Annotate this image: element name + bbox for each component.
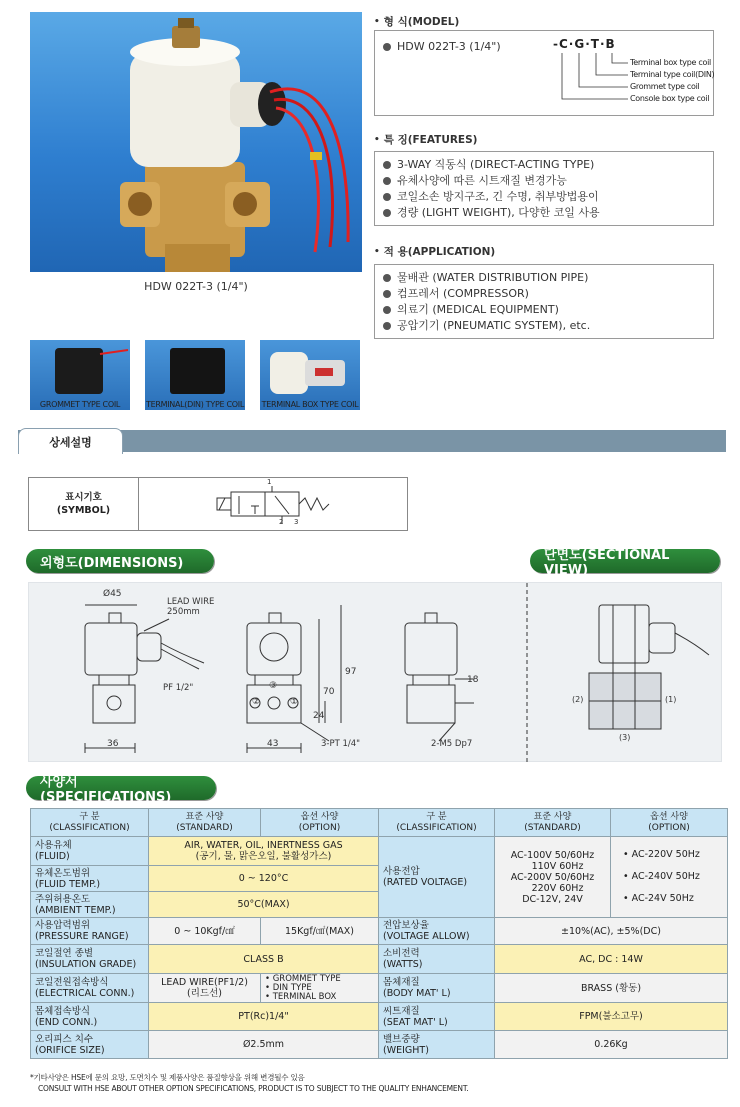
application-item: 물배관 (WATER DISTRIBUTION PIPE): [383, 270, 705, 286]
thumb-label: TERMINAL(DIN) TYPE COIL: [146, 400, 244, 409]
symbol-label: 표시기호 (SYMBOL): [29, 478, 139, 530]
spec-label: 사용유체 (FLUID): [31, 837, 149, 866]
spec-label: 사용압력범위 (PRESSURE RANGE): [31, 918, 149, 945]
header-cell: 표준 사양 (STANDARD): [149, 809, 261, 837]
application-heading: • 적 용(APPLICATION): [374, 246, 496, 258]
dim-label: 43: [267, 739, 279, 749]
dim-label: 2-M5 Dp7: [431, 739, 473, 749]
spec-value: 0 ~ 10Kgf/㎠: [149, 918, 261, 945]
features-box: [374, 151, 714, 226]
dim-label: 18: [467, 675, 479, 685]
features-heading: • 특 징(FEATURES): [374, 134, 478, 146]
dim-label: Ø45: [103, 589, 122, 599]
spec-value: • AC-220V 50Hz • AC-240V 50Hz • AC-24V 50Hz: [611, 837, 728, 918]
bullet-icon: [383, 290, 391, 298]
drawings-panel: [28, 582, 722, 762]
spec-value: LEAD WIRE(PF1/2) (리드선): [149, 974, 261, 1003]
specs-heading: 사양서(SPECIFICATIONS): [26, 776, 216, 800]
model-option: Terminal type coil(DIN): [630, 70, 715, 79]
table-row: [31, 945, 728, 974]
port-marker: ③: [269, 681, 278, 691]
detail-tab[interactable]: 상세설명: [18, 428, 123, 454]
dim-label: 250mm: [167, 607, 200, 617]
spec-value: PT(Rc)1/4": [149, 1003, 379, 1031]
spec-value: 15Kgf/㎠(MAX): [261, 918, 379, 945]
footnote-en: CONSULT WITH HSE ABOUT OTHER OPTION SPECIFICATIONS, PRODUCT IS TO SUBJECT TO THE QUALITY ENHANCEMENT.: [38, 1084, 469, 1093]
spec-label: 코일절연 종별 (INSULATION GRADE): [31, 945, 149, 974]
spec-label: 씨트재질 (SEAT MAT' L): [379, 1003, 495, 1031]
product-photo: [30, 12, 362, 272]
bullet-icon: [383, 177, 391, 185]
feature-item: 유체사양에 따른 시트재질 변경가능: [383, 173, 705, 189]
model-option: Terminal box type coil: [630, 58, 711, 67]
heading-bullet-icon: •: [374, 16, 380, 27]
port-marker: (2): [572, 695, 584, 704]
thumb-label: TERMINAL BOX TYPE COIL: [261, 400, 359, 409]
spec-label: 몸체재질 (BODY MAT' L): [379, 974, 495, 1003]
spec-label: 소비전력 (WATTS): [379, 945, 495, 974]
header-cell: 옵션 사양 (OPTION): [611, 809, 728, 837]
spec-value: FPM(불소고무): [495, 1003, 728, 1031]
port-marker: ②: [252, 697, 261, 707]
header-cell: 옵션 사양 (OPTION): [261, 809, 379, 837]
symbol-box: [28, 477, 408, 531]
model-code-leader-lines: [550, 53, 640, 113]
dim-label: 3-PT 1/4": [321, 739, 361, 749]
bullet-icon: [383, 43, 391, 51]
dim-label: PF 1/2": [163, 683, 194, 693]
port-label: 2: [279, 518, 284, 526]
spec-value: ±10%(AC), ±5%(DC): [495, 918, 728, 945]
application-box: [374, 264, 714, 339]
product-caption: HDW 022T-3 (1/4"): [144, 280, 248, 293]
spec-value: BRASS (황동): [495, 974, 728, 1003]
feature-item: 코일소손 방지구조, 긴 수명, 취부방법용이: [383, 189, 705, 205]
table-row: [31, 1031, 728, 1059]
valve-symbol-icon: [139, 478, 407, 530]
symbol-drawing: [139, 478, 407, 530]
spec-value: 0 ~ 120°C: [149, 866, 379, 892]
spec-value: AIR, WATER, OIL, INERTNESS GAS (공기, 물, 맑은오일, 불활성가스): [149, 837, 379, 866]
bullet-icon: [383, 306, 391, 314]
feature-item: 3-WAY 직동식 (DIRECT-ACTING TYPE): [383, 157, 705, 173]
bullet-icon: [383, 193, 391, 201]
header-cell: 구 분 (CLASSIFICATION): [379, 809, 495, 837]
model-heading: • 형 식(MODEL): [374, 16, 460, 28]
application-item: 공압기기 (PNEUMATIC SYSTEM), etc.: [383, 318, 705, 334]
heading-bullet-icon: •: [374, 134, 380, 145]
spec-label: 코일전원접속방식 (ELECTRICAL CONN.): [31, 974, 149, 1003]
table-row: [31, 974, 728, 1003]
spec-value: CLASS B: [149, 945, 379, 974]
model-name: HDW 022T-3 (1/4"): [383, 39, 501, 55]
spec-value: Ø2.5mm: [149, 1031, 379, 1059]
bullet-icon: [383, 161, 391, 169]
spec-label: 주위허용온도 (AMBIENT TEMP.): [31, 892, 149, 918]
dim-label: 24: [313, 711, 325, 721]
dimensions-heading: 외형도(DIMENSIONS): [26, 549, 214, 573]
header-cell: 표준 사양 (STANDARD): [495, 809, 611, 837]
dim-label: 97: [345, 667, 357, 677]
spec-label: 전압보상율 (VOLTAGE ALLOW): [379, 918, 495, 945]
spec-value: AC-100V 50/60Hz 110V 60Hz AC-200V 50/60Hz 220V 60Hz DC-12V, 24V: [495, 837, 611, 918]
model-box: [374, 30, 714, 116]
model-code: -C·G·T·B: [553, 37, 616, 51]
footnote-ko: *기타사양은 HSE에 문의 요망, 도면치수 및 제품사양은 품질향상을 위해 변경될수 있음: [30, 1073, 305, 1082]
table-header-row: [31, 809, 728, 837]
heading-bullet-icon: •: [374, 246, 380, 257]
model-option: Console box type coil: [630, 94, 710, 103]
dim-label: 70: [323, 687, 335, 697]
specs-table: [30, 808, 728, 1059]
valve-illustration: [30, 12, 362, 272]
table-row: [31, 837, 728, 866]
sectional-view-heading: 단면도(SECTIONAL VIEW): [530, 549, 720, 573]
spec-label: 밸브중량 (WEIGHT): [379, 1031, 495, 1059]
spec-label: 몸체접속방식 (END CONN.): [31, 1003, 149, 1031]
port-marker: ①: [290, 697, 299, 707]
spec-value: AC, DC : 14W: [495, 945, 728, 974]
table-row: [31, 918, 728, 945]
spec-label: 오리피스 치수 (ORIFICE SIZE): [31, 1031, 149, 1059]
spec-value: 0.26Kg: [495, 1031, 728, 1059]
port-marker: (1): [665, 695, 677, 704]
port-label: 1: [267, 478, 272, 486]
port-marker: (3): [619, 733, 631, 742]
table-row: [31, 1003, 728, 1031]
header-cell: 구 분 (CLASSIFICATION): [31, 809, 149, 837]
model-option: Grommet type coil: [630, 82, 700, 91]
dim-label: 36: [107, 739, 119, 749]
dim-label: LEAD WIRE: [167, 597, 215, 607]
feature-item: 경량 (LIGHT WEIGHT), 다양한 코일 사용: [383, 205, 705, 221]
port-label: 3: [294, 518, 299, 526]
spec-value: • GROMMET TYPE • DIN TYPE • TERMINAL BOX: [261, 974, 379, 1003]
spec-value: 50°C(MAX): [149, 892, 379, 918]
thumb-label: GROMMET TYPE COIL: [39, 400, 121, 409]
application-item: 의료기 (MEDICAL EQUIPMENT): [383, 302, 705, 318]
detail-section-bar: [18, 430, 726, 452]
spec-label: 유체온도범위 (FLUID TEMP.): [31, 866, 149, 892]
spec-label: 사용전압 (RATED VOLTAGE): [379, 837, 495, 918]
bullet-icon: [383, 209, 391, 217]
application-item: 컴프레서 (COMPRESSOR): [383, 286, 705, 302]
bullet-icon: [383, 274, 391, 282]
bullet-icon: [383, 322, 391, 330]
